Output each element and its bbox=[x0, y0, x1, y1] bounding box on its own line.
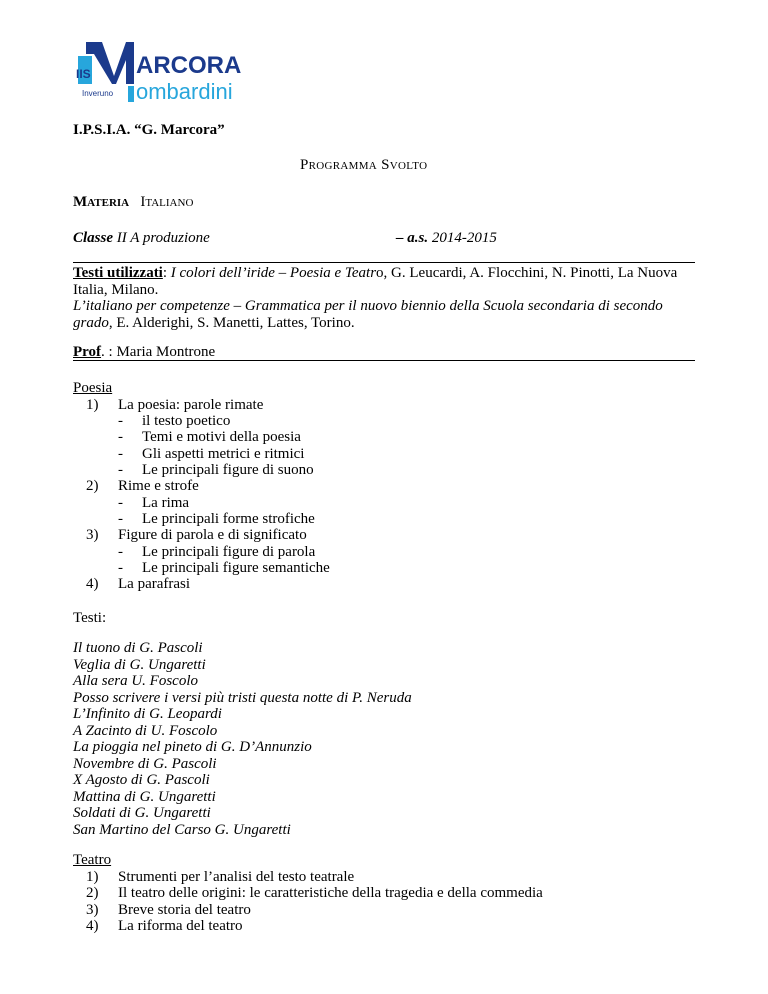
poems-list bbox=[73, 640, 412, 838]
poem-item: L’Infinito di G. Leopardi bbox=[73, 706, 222, 722]
list-item: Figure di parola e di significato bbox=[118, 527, 307, 543]
theatre-heading: Teatro bbox=[73, 852, 112, 868]
list-number: 3) bbox=[86, 902, 99, 918]
bullet-dash: - bbox=[118, 429, 123, 445]
poem-item: Posso scrivere i versi più tristi questa notte di P. Neruda bbox=[73, 689, 412, 706]
poem-item: La pioggia nel pineto di G. D’Annunzio bbox=[73, 739, 312, 755]
logo-inveruno-text: Inveruno bbox=[82, 89, 114, 98]
poem-item: Novembre di G. Pascoli bbox=[73, 755, 217, 772]
sub-item: Le principali figure di suono bbox=[142, 462, 314, 478]
textbooks-section: Testi utilizzati: I colori dell’iride – Poesia e Teatro, G. Leucardi, A. Flocchini, N. Pinotti, La Nuova Italia, Milano. L’italiano per competenze – Grammatica per il nuovo biennio della Scuola secondaria di secondo grado, E. Alderighi, S. Manetti, Lattes, Torino. bbox=[73, 265, 678, 331]
list-number: 4) bbox=[86, 918, 99, 934]
book1-details: o, G. Leucardi, A. Flocchini, N. Pinotti, La Nuova Italia, Milano. bbox=[73, 265, 678, 298]
bullet-dash: - bbox=[118, 511, 123, 527]
poem-item: San Martino del Carso G. Ungaretti bbox=[73, 821, 291, 838]
school-logo bbox=[72, 40, 242, 108]
logo-iis-text: IIS bbox=[76, 67, 91, 81]
class-label: Classe bbox=[73, 230, 114, 246]
list-item: Il teatro delle origini: le caratteristiche della tragedia e della commedia bbox=[118, 885, 543, 901]
subject-label: Materia bbox=[73, 194, 130, 210]
divider bbox=[73, 262, 695, 263]
list-item: Strumenti per l’analisi del testo teatrale bbox=[118, 869, 355, 885]
poem-item: Veglia di G. Ungaretti bbox=[73, 656, 206, 673]
bullet-dash: - bbox=[118, 413, 123, 429]
list-number: 1) bbox=[86, 869, 99, 885]
poem-item: Il tuono di G. Pascoli bbox=[73, 640, 203, 656]
logo-marcora-text: ARCORA bbox=[136, 52, 242, 79]
poem-item: A Zacinto di U. Foscolo bbox=[73, 722, 218, 739]
bullet-dash: - bbox=[118, 495, 123, 511]
sub-item: Le principali figure semantiche bbox=[142, 560, 330, 576]
poem-item: X Agosto di G. Pascoli bbox=[73, 772, 210, 788]
teacher-line bbox=[73, 344, 215, 361]
class-value: II A produzione bbox=[116, 230, 210, 246]
list-item: La poesia: parole rimate bbox=[118, 397, 264, 413]
list-item: La riforma del teatro bbox=[118, 918, 243, 934]
sub-item: Le principali forme strofiche bbox=[142, 511, 315, 527]
book1-title: I colori dell’iride – Poesia e Teatr bbox=[170, 265, 377, 281]
list-number: 4) bbox=[86, 576, 99, 592]
divider bbox=[73, 360, 695, 361]
list-number: 3) bbox=[86, 527, 99, 543]
class-line bbox=[73, 230, 210, 247]
document-title: Programma Svolto bbox=[300, 157, 428, 173]
logo-lombardini-text: ombardini bbox=[136, 79, 233, 104]
list-number: 2) bbox=[86, 885, 99, 901]
list-item: Rime e strofe bbox=[118, 478, 199, 494]
subject-line bbox=[73, 194, 193, 211]
list-number: 1) bbox=[86, 397, 99, 413]
teacher-name: . : Maria Montrone bbox=[101, 344, 216, 360]
year-line bbox=[396, 230, 497, 247]
subject-value: Italiano bbox=[140, 194, 194, 210]
poetry-heading: Poesia bbox=[73, 380, 113, 396]
school-name: I.P.S.I.A. “G. Marcora” bbox=[73, 122, 225, 138]
sub-item: Le principali figure di parola bbox=[142, 544, 316, 560]
teacher-label: Prof bbox=[73, 344, 102, 360]
sub-item: Gli aspetti metrici e ritmici bbox=[142, 446, 305, 462]
year-value: 2014-2015 bbox=[431, 230, 497, 246]
poem-item: Soldati di G. Ungaretti bbox=[73, 805, 211, 821]
sub-item: il testo poetico bbox=[142, 413, 231, 429]
year-label: – a.s. bbox=[396, 230, 429, 246]
poem-item: Mattina di G. Ungaretti bbox=[73, 788, 216, 805]
bullet-dash: - bbox=[118, 560, 123, 576]
list-item: La parafrasi bbox=[118, 576, 191, 592]
book2-details: , E. Alderighi, S. Manetti, Lattes, Torino. bbox=[108, 314, 355, 331]
texts-label: Testi: bbox=[73, 610, 107, 626]
poem-item: Alla sera U. Foscolo bbox=[73, 673, 198, 689]
book2-title: L’italiano per competenze – Grammatica per il nuovo biennio della Scuola secondaria di secondo grado bbox=[73, 298, 663, 331]
bullet-dash: - bbox=[118, 544, 123, 560]
sub-item: La rima bbox=[142, 495, 190, 511]
textbooks-label: Testi utilizzati bbox=[73, 265, 163, 281]
sub-item: Temi e motivi della poesia bbox=[142, 429, 301, 445]
bullet-dash: - bbox=[118, 462, 123, 478]
list-number: 2) bbox=[86, 478, 99, 494]
bullet-dash: - bbox=[118, 446, 123, 462]
list-item: Breve storia del teatro bbox=[118, 902, 251, 918]
